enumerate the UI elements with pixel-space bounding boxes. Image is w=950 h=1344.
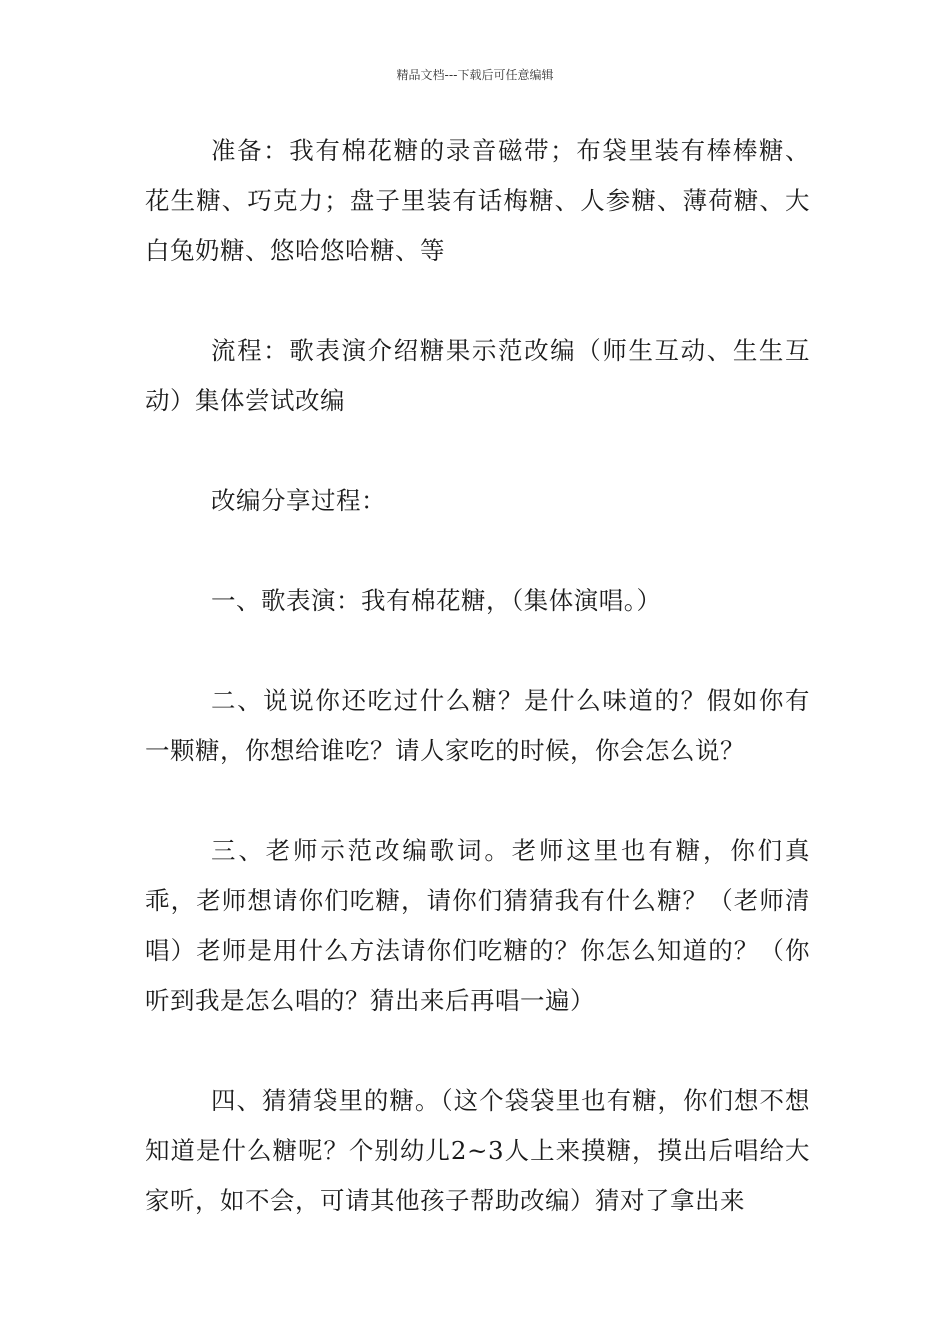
document-body [145,126,810,1226]
paragraph-sharing-heading: 改编分享过程： [211,486,386,515]
paragraph-step-two: 二、说说你还吃过什么糖？是什么味道的？假如你有一颗糖，你想给谁吃？请人家吃的时候，你会怎么说？ [145,686,810,765]
paragraph-step-one: 一、歌表演：我有棉花糖，（集体演唱。） [211,586,662,615]
paragraph-step-three: 三、老师示范改编歌词。老师这里也有糖，你们真乖，老师想请你们吃糖，请你们猜猜我有什么糖？（老师清唱）老师是用什么方法请你们吃糖的？你怎么知道的？（你听到我是怎么唱的？猜出来后再唱一遍） [145,836,810,1015]
paragraph-gap [145,526,810,576]
paragraph-gap [145,776,810,826]
paragraph-gap [145,1026,810,1076]
paragraph-gap [145,426,810,476]
paragraph-process: 流程：歌表演介绍糖果示范改编（师生互动、生生互动）集体尝试改编 [145,336,810,415]
paragraph-preparation: 准备：我有棉花糖的录音磁带；布袋里装有棒棒糖、花生糖、巧克力；盘子里装有话梅糖、人参糖、薄荷糖、大白兔奶糖、悠哈悠哈糖、等 [145,136,810,265]
paragraph-gap [145,626,810,676]
paragraph-gap [145,276,810,326]
page-header: 精品文档---下载后可任意编辑 [396,68,554,82]
paragraph-step-four: 四、猜猜袋里的糖。（这个袋袋里也有糖，你们想不想知道是什么糖呢？个别幼儿2~3人上来摸糖，摸出后唱给大家听，如不会，可请其他孩子帮助改编）猜对了拿出来 [145,1086,810,1215]
